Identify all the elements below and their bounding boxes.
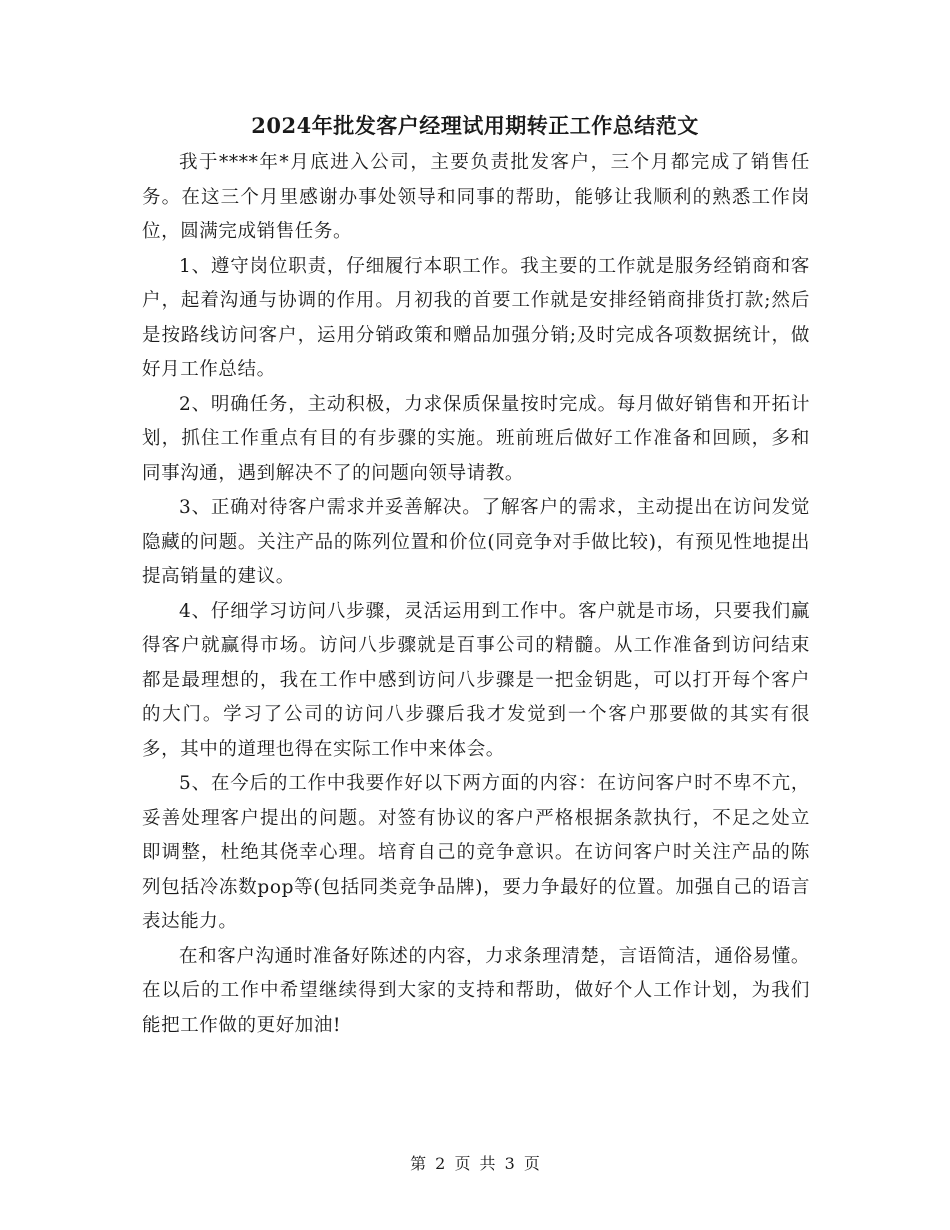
paragraph-1: 1、遵守岗位职责，仔细履行本职工作。我主要的工作就是服务经销商和客户，起着沟通与协调的作用。月初我的首要工作就是安排经销商排货打款;然后是按路线访问客户，运用分销政策和赠品加强分销;及时完成各项数据统计，做好月工作总结。 <box>142 255 810 380</box>
paragraph-3: 3、正确对待客户需求并妥善解决。了解客户的需求，主动提出在访问发觉隐藏的问题。关注产品的陈列位置和价位(同竞争对手做比较)，有预见性地提出提高销量的建议。 <box>142 497 810 587</box>
paragraph-closing: 在和客户沟通时准备好陈述的内容，力求条理清楚，言语简洁，通俗易懂。在以后的工作中希望继续得到大家的支持和帮助，做好个人工作计划，为我们能把工作做的更好加油! <box>142 945 810 1036</box>
page-footer: 第 2 页 共 3 页 <box>410 1154 540 1173</box>
document-body <box>142 146 810 1043</box>
document-title: 2024年批发客户经理试用期转正工作总结范文 <box>251 113 699 138</box>
paragraph-4: 4、仔细学习访问八步骤，灵活运用到工作中。客户就是市场，只要我们赢得客户就赢得市场。访问八步骤就是百事公司的精髓。从工作准备到访问结束都是最理想的，我在工作中感到访问八步骤是一把金钥匙，可以打开每个客户的大门。学习了公司的访问八步骤后我才发觉到一个客户那要做的其实有很多，其中的道理也得在实际工作中来体会。 <box>142 600 810 760</box>
paragraph-5: 5、在今后的工作中我要作好以下两方面的内容：在访问客户时不卑不亢，妥善处理客户提出的问题。对签有协议的客户严格根据条款执行，不足之处立即调整，杜绝其侥幸心理。培育自己的竞争意识。在访问客户时关注产品的陈列包括冷冻数pop等(包括同类竞争品牌)，要力争最好的位置。加强自己的语言表达能力。 <box>142 773 810 932</box>
paragraph-intro: 我于****年*月底进入公司，主要负责批发客户，三个月都完成了销售任务。在这三个月里感谢办事处领导和同事的帮助，能够让我顺利的熟悉工作岗位，圆满完成销售任务。 <box>142 152 810 242</box>
paragraph-2: 2、明确任务，主动积极，力求保质保量按时完成。每月做好销售和开拓计划，抓住工作重点有目的有步骤的实施。班前班后做好工作准备和回顾，多和同事沟通，遇到解决不了的问题向领导请教。 <box>142 393 810 484</box>
